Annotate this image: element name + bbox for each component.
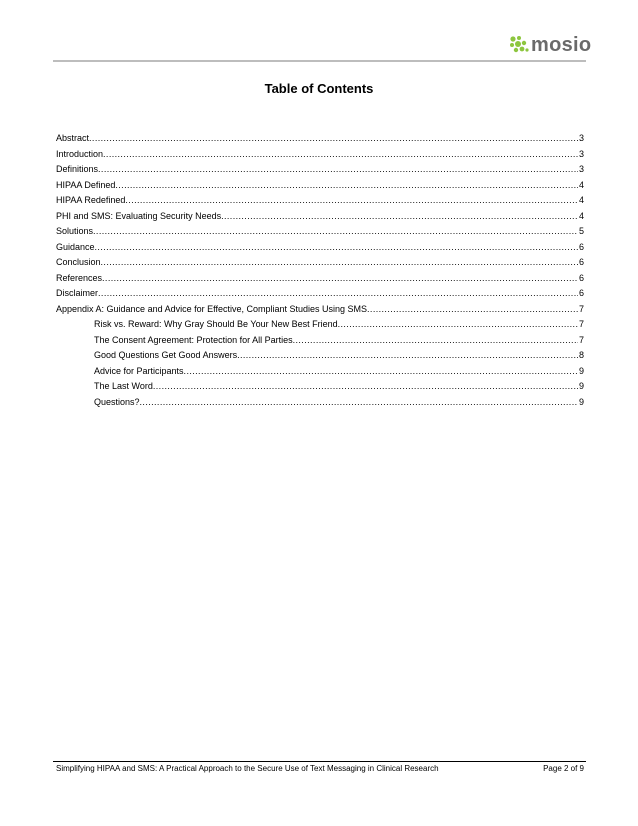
toc-dot-leader: [221, 209, 578, 225]
toc-entry[interactable]: [56, 209, 584, 225]
toc-entry-page: 7: [578, 303, 584, 314]
toc-entry-label: HIPAA Redefined: [56, 195, 126, 205]
toc-entry[interactable]: [56, 193, 584, 209]
toc-entry[interactable]: [56, 286, 584, 302]
toc-dot-leader: [103, 147, 578, 163]
toc-dot-leader: [98, 286, 578, 302]
mosio-logo-icon: [508, 35, 530, 55]
toc-entry[interactable]: [56, 364, 584, 380]
toc-entry[interactable]: [56, 240, 584, 256]
toc-entry[interactable]: [56, 224, 584, 240]
toc-entry-label: Appendix A: Guidance and Advice for Effective, Compliant Studies Using SMS: [56, 303, 368, 314]
toc-entry[interactable]: [56, 147, 584, 163]
toc-dot-leader: [102, 271, 578, 287]
toc-entry-page: 6: [578, 288, 584, 298]
toc-dot-leader: [95, 240, 578, 256]
toc-entry-label: Questions?: [94, 396, 140, 407]
toc-entry[interactable]: [56, 178, 584, 194]
toc-dot-leader: [237, 348, 578, 364]
toc-title: Table of Contents: [264, 81, 374, 96]
toc-dot-leader: [184, 364, 578, 380]
toc-entry-label: Good Questions Get Good Answers: [94, 350, 238, 360]
toc-entry-page: 9: [578, 381, 584, 391]
toc-entry-label: Advice for Participants: [94, 365, 184, 376]
toc-entry-page: 4: [578, 210, 584, 221]
toc-entry-page: 7: [578, 334, 584, 345]
toc-dot-leader: [115, 178, 578, 194]
mosio-logo: [508, 34, 591, 56]
toc-entry[interactable]: [56, 131, 584, 147]
toc-entry[interactable]: [56, 271, 584, 287]
toc-dot-leader: [293, 333, 578, 349]
toc-entry[interactable]: [56, 255, 584, 271]
toc-entry-page: 5: [578, 226, 584, 236]
toc-entry[interactable]: [56, 162, 584, 178]
toc-entry-page: 3: [578, 148, 584, 159]
toc-entry-label: The Last Word: [94, 381, 153, 391]
toc-dot-leader: [98, 162, 578, 178]
toc-entry-label: Abstract: [56, 133, 90, 143]
toc-entry-label: PHI and SMS: Evaluating Security Needs: [56, 210, 222, 221]
toc-entry-label: The Consent Agreement: Protection for All Parties: [94, 334, 293, 345]
toc-entry-label: HIPAA Defined: [56, 179, 116, 190]
toc-dot-leader: [125, 193, 578, 209]
toc-entry-label: Disclaimer: [56, 288, 99, 298]
header-divider: [53, 60, 586, 62]
footer-page-number: Page 2 of 9: [543, 764, 584, 773]
footer-document-title: Simplifying HIPAA and SMS: A Practical Approach to the Secure Use of Text Messaging in Clinical Research: [56, 764, 439, 773]
toc-dot-leader: [140, 395, 578, 411]
toc-entry-page: 9: [578, 365, 584, 376]
toc-entry-label: Guidance: [56, 241, 95, 252]
toc-entry[interactable]: [56, 302, 584, 318]
toc-entry[interactable]: [56, 333, 584, 349]
toc-entry-label: Introduction: [56, 148, 104, 159]
table-of-contents: [56, 131, 584, 410]
toc-entry[interactable]: [56, 348, 584, 364]
toc-entry-page: 7: [578, 319, 584, 329]
toc-entry[interactable]: [56, 379, 584, 395]
toc-entry-label: References: [56, 272, 103, 283]
toc-entry-page: 3: [578, 133, 584, 143]
toc-entry-page: 9: [578, 396, 584, 407]
toc-entry-page: 6: [578, 241, 584, 252]
footer-divider: [53, 761, 586, 762]
toc-entry-page: 4: [578, 179, 584, 190]
toc-dot-leader: [89, 131, 578, 147]
logo-wordmark: mosio: [531, 34, 592, 56]
toc-entry[interactable]: [56, 395, 584, 411]
toc-entry-label: Solutions: [56, 226, 94, 236]
toc-dot-leader: [367, 302, 578, 318]
toc-entry-page: 4: [578, 195, 584, 205]
toc-entry-page: 6: [578, 257, 584, 267]
toc-entry-label: Definitions: [56, 164, 99, 174]
toc-entry[interactable]: [56, 317, 584, 333]
toc-entry-page: 6: [578, 272, 584, 283]
toc-entry-label: Risk vs. Reward: Why Gray Should Be Your New Best Friend: [94, 319, 338, 329]
toc-dot-leader: [101, 255, 578, 271]
toc-dot-leader: [338, 317, 578, 333]
toc-entry-page: 3: [578, 164, 584, 174]
toc-entry-page: 8: [578, 350, 584, 360]
toc-dot-leader: [93, 224, 578, 240]
toc-entry-label: Conclusion: [56, 257, 101, 267]
toc-dot-leader: [153, 379, 578, 395]
